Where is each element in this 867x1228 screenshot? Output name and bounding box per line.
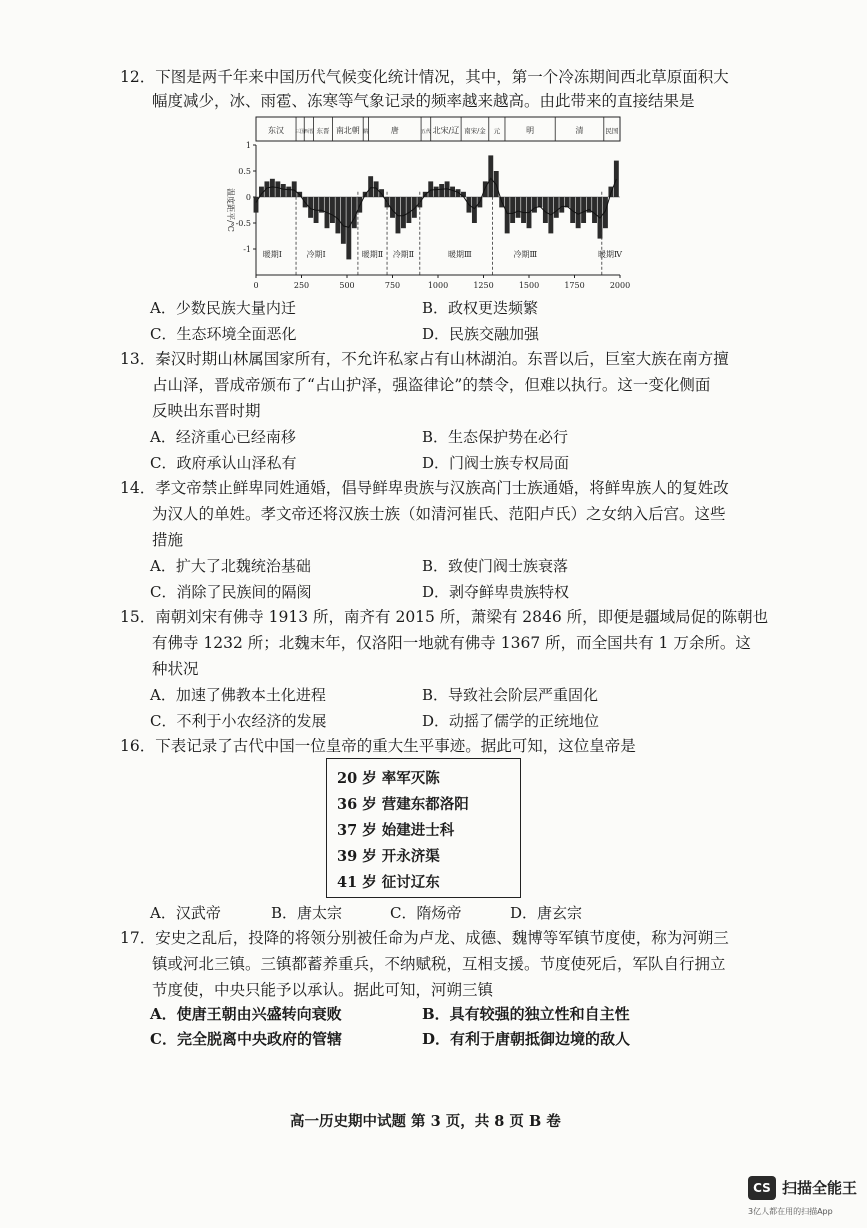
q17-option-c[interactable]: C．完全脱离中央政府的管辖 [150, 1030, 342, 1048]
q17-option-d[interactable]: D．有利于唐朝抵御边境的敌人 [422, 1030, 631, 1048]
anomaly-bar [565, 197, 570, 207]
dynasty-label: 东晋 [316, 127, 330, 135]
q15-stem-line1: 15．南朝刘宋有佛寺 1913 所，南齐有 2015 所，萧梁有 2846 所，即便是疆域局促的陈朝也 [120, 608, 769, 626]
period-label: 冷期Ⅰ [306, 249, 326, 259]
anomaly-bar [554, 197, 559, 218]
dynasty-label: 南北朝 [335, 126, 360, 135]
dynasty-label: 唐 [390, 126, 399, 135]
y-tick-label: 0.5 [238, 167, 251, 176]
anomaly-bar [532, 197, 537, 213]
q17-option-b[interactable]: B．具有较强的独立性和自主性 [422, 1005, 630, 1023]
emperor-timeline-table [326, 758, 521, 898]
anomaly-bar [401, 197, 406, 228]
table-row: 20 岁 率军灭陈 [337, 770, 440, 787]
q16-option-b[interactable]: B．唐太宗 [271, 904, 343, 922]
x-tick-label: 500 [339, 281, 355, 290]
period-label: 冷期Ⅱ [392, 249, 415, 259]
anomaly-bar [488, 155, 493, 197]
q13-stem-line3: 反映出东晋时期 [152, 402, 261, 420]
anomaly-bar [275, 181, 280, 197]
q13-stem-line2: 占山泽，晋成帝颁布了“占山护泽，强盗律论”的禁令，但难以执行。这一变化侧面 [152, 376, 711, 394]
dynasty-label: 西晋 [303, 129, 314, 135]
anomaly-bar [505, 197, 510, 233]
q17-option-a[interactable]: A．使唐王朝由兴盛转向衰败 [150, 1005, 342, 1023]
q13-stem-line1: 13．秦汉时期山林属国家所有，不允许私家占有山林湖泊。东晋以后，巨室大族在南方擅 [120, 350, 729, 368]
q17-stem-line2: 镇或河北三镇。三镇都蓄养重兵，不纳赋税，互相支援。节度使死后，军队自行拥立 [152, 955, 726, 973]
anomaly-bar [559, 197, 564, 213]
period-label: 冷期Ⅲ [513, 249, 538, 259]
dynasty-label: 明 [526, 126, 535, 135]
climate-chart [226, 115, 631, 293]
table-row: 41 岁 征讨辽东 [337, 874, 440, 891]
dynasty-label: 三国 [295, 129, 306, 135]
dynasty-label: 隋 [363, 129, 369, 135]
q16-stem-line1: 16．下表记录了古代中国一位皇帝的重大生平事迹。据此可知，这位皇帝是 [120, 737, 636, 755]
anomaly-bar [368, 176, 373, 197]
page-footer: 高一历史期中试题 第 3 页，共 8 页 B 卷 [290, 1113, 561, 1130]
x-tick-label: 250 [293, 281, 310, 290]
q15-option-a[interactable]: A．加速了佛教本土化进程 [150, 686, 326, 704]
anomaly-bar [286, 187, 291, 197]
q14-option-c[interactable]: C．消除了民族间的隔阂 [150, 583, 312, 601]
anomaly-bar [472, 197, 477, 223]
q14-option-b[interactable]: B．致使门阀士族衰落 [422, 557, 569, 575]
anomaly-bar [439, 184, 444, 197]
q14-stem-line3: 措施 [152, 531, 184, 549]
q12-option-b[interactable]: B．政权更迭频繁 [422, 299, 539, 317]
q15-option-b[interactable]: B．导致社会阶层严重固化 [422, 686, 599, 704]
table-row: 36 岁 营建东都洛阳 [337, 796, 469, 813]
dynasty-label: 元 [493, 127, 501, 135]
x-tick-label: 1000 [427, 281, 449, 290]
anomaly-bar [352, 197, 357, 228]
dynasty-label: 东汉 [268, 126, 285, 135]
anomaly-bar [341, 197, 346, 244]
climate-chart-svg [226, 115, 631, 293]
dynasty-label: 北宋/辽 [432, 126, 460, 135]
anomaly-bar [281, 184, 286, 197]
q14-stem-line2: 为汉人的单姓。孝文帝还将汉族士族（如清河崔氏、范阳卢氏）之女纳入后宫。这些 [152, 505, 726, 523]
q17-stem-line3: 节度使，中央只能予以承认。据此可知，河朔三镇 [152, 981, 494, 999]
anomaly-bar [516, 197, 521, 218]
x-tick-label: 0 [253, 281, 259, 290]
q15-stem-line3: 种状况 [152, 660, 199, 678]
dynasty-label: 清 [575, 126, 584, 135]
q13-option-c[interactable]: C．政府承认山泽私有 [150, 454, 297, 472]
q15-option-d[interactable]: D．动摇了儒学的正统地位 [422, 712, 600, 730]
anomaly-bar [581, 197, 586, 223]
q16-option-c[interactable]: C．隋炀帝 [390, 904, 462, 922]
period-label: 暖期Ⅲ [447, 249, 472, 259]
y-tick-label: 0 [245, 193, 251, 202]
anomaly-bar [406, 197, 411, 223]
q15-stem-line2: 有佛寺 1232 所；北魏末年，仅洛阳一地就有佛寺 1367 所，而全国共有 1 万余所。这 [152, 634, 751, 652]
x-tick-label: 750 [384, 281, 401, 290]
anomaly-bar [592, 197, 597, 223]
anomaly-bar [510, 197, 515, 223]
q13-option-a[interactable]: A．经济重心已经南移 [150, 428, 296, 446]
anomaly-bar [330, 197, 335, 223]
y-tick-label: -0.5 [235, 219, 251, 228]
period-label: 暖期Ⅳ [597, 249, 622, 259]
dynasty-label: 五代 [420, 129, 431, 135]
y-tick-label: 1 [245, 141, 251, 150]
camscanner-logo-icon: CS [748, 1176, 776, 1200]
y-axis-label: 温度距平/℃ [226, 188, 235, 232]
anomaly-bar [346, 197, 351, 259]
x-tick-label: 1750 [564, 281, 585, 290]
anomaly-bar [450, 187, 455, 197]
q14-option-d[interactable]: D．剥夺鲜卑贵族特权 [422, 583, 570, 601]
y-tick-label: -1 [243, 245, 251, 254]
q14-stem-line1: 14．孝文帝禁止鲜卑同姓通婚，倡导鲜卑贵族与汉族高门士族通婚，将鲜卑族人的复姓改 [120, 479, 729, 497]
q15-option-c[interactable]: C．不利于小农经济的发展 [150, 712, 327, 730]
q17-stem-line1: 17．安史之乱后，投降的将领分别被任命为卢龙、成德、魏博等军镇节度使，称为河朔三 [120, 929, 729, 947]
table-row: 37 岁 始建进士科 [337, 822, 455, 839]
anomaly-bar [576, 197, 581, 228]
camscanner-name: 扫描全能王 [782, 1179, 858, 1197]
q12-option-a[interactable]: A．少数民族大量内迁 [150, 299, 296, 317]
anomaly-bar [428, 181, 433, 197]
q12-stem-line1: 12．下图是两千年来中国历代气候变化统计情况，其中，第一个冷冻期间西北草原面积大 [120, 68, 729, 86]
q14-option-a[interactable]: A．扩大了北魏统治基础 [150, 557, 311, 575]
table-row: 39 岁 开永济渠 [337, 848, 440, 865]
q12-option-d[interactable]: D．民族交融加强 [422, 325, 540, 343]
x-tick-label: 1500 [518, 281, 540, 290]
q16-option-d[interactable]: D．唐玄宗 [510, 904, 583, 922]
q12-option-c[interactable]: C．生态环境全面恶化 [150, 325, 297, 343]
period-label: 暖期Ⅱ [361, 249, 384, 259]
q13-option-b[interactable]: B．生态保护势在必行 [422, 428, 569, 446]
anomaly-bar [270, 179, 275, 197]
q12-stem-line2: 幅度减少，冰、雨雹、冻寒等气象记录的频率越来越高。由此带来的直接结果是 [152, 92, 695, 110]
x-tick-label: 2000 [609, 281, 631, 290]
dynasty-label: 民国 [605, 127, 619, 135]
q16-option-a[interactable]: A．汉武帝 [150, 904, 221, 922]
x-tick-label: 1250 [473, 281, 494, 290]
q13-option-d[interactable]: D．门阀士族专权局面 [422, 454, 570, 472]
anomaly-bar [335, 197, 340, 233]
camscanner-tagline: 3亿人都在用的扫描App [748, 1207, 833, 1216]
period-label: 暖期Ⅰ [262, 249, 282, 259]
anomaly-bar [434, 187, 439, 197]
anomaly-bar [537, 197, 542, 207]
dynasty-label: 南宋/金 [464, 127, 486, 135]
anomaly-bar [521, 197, 526, 223]
anomaly-bar [614, 161, 619, 197]
